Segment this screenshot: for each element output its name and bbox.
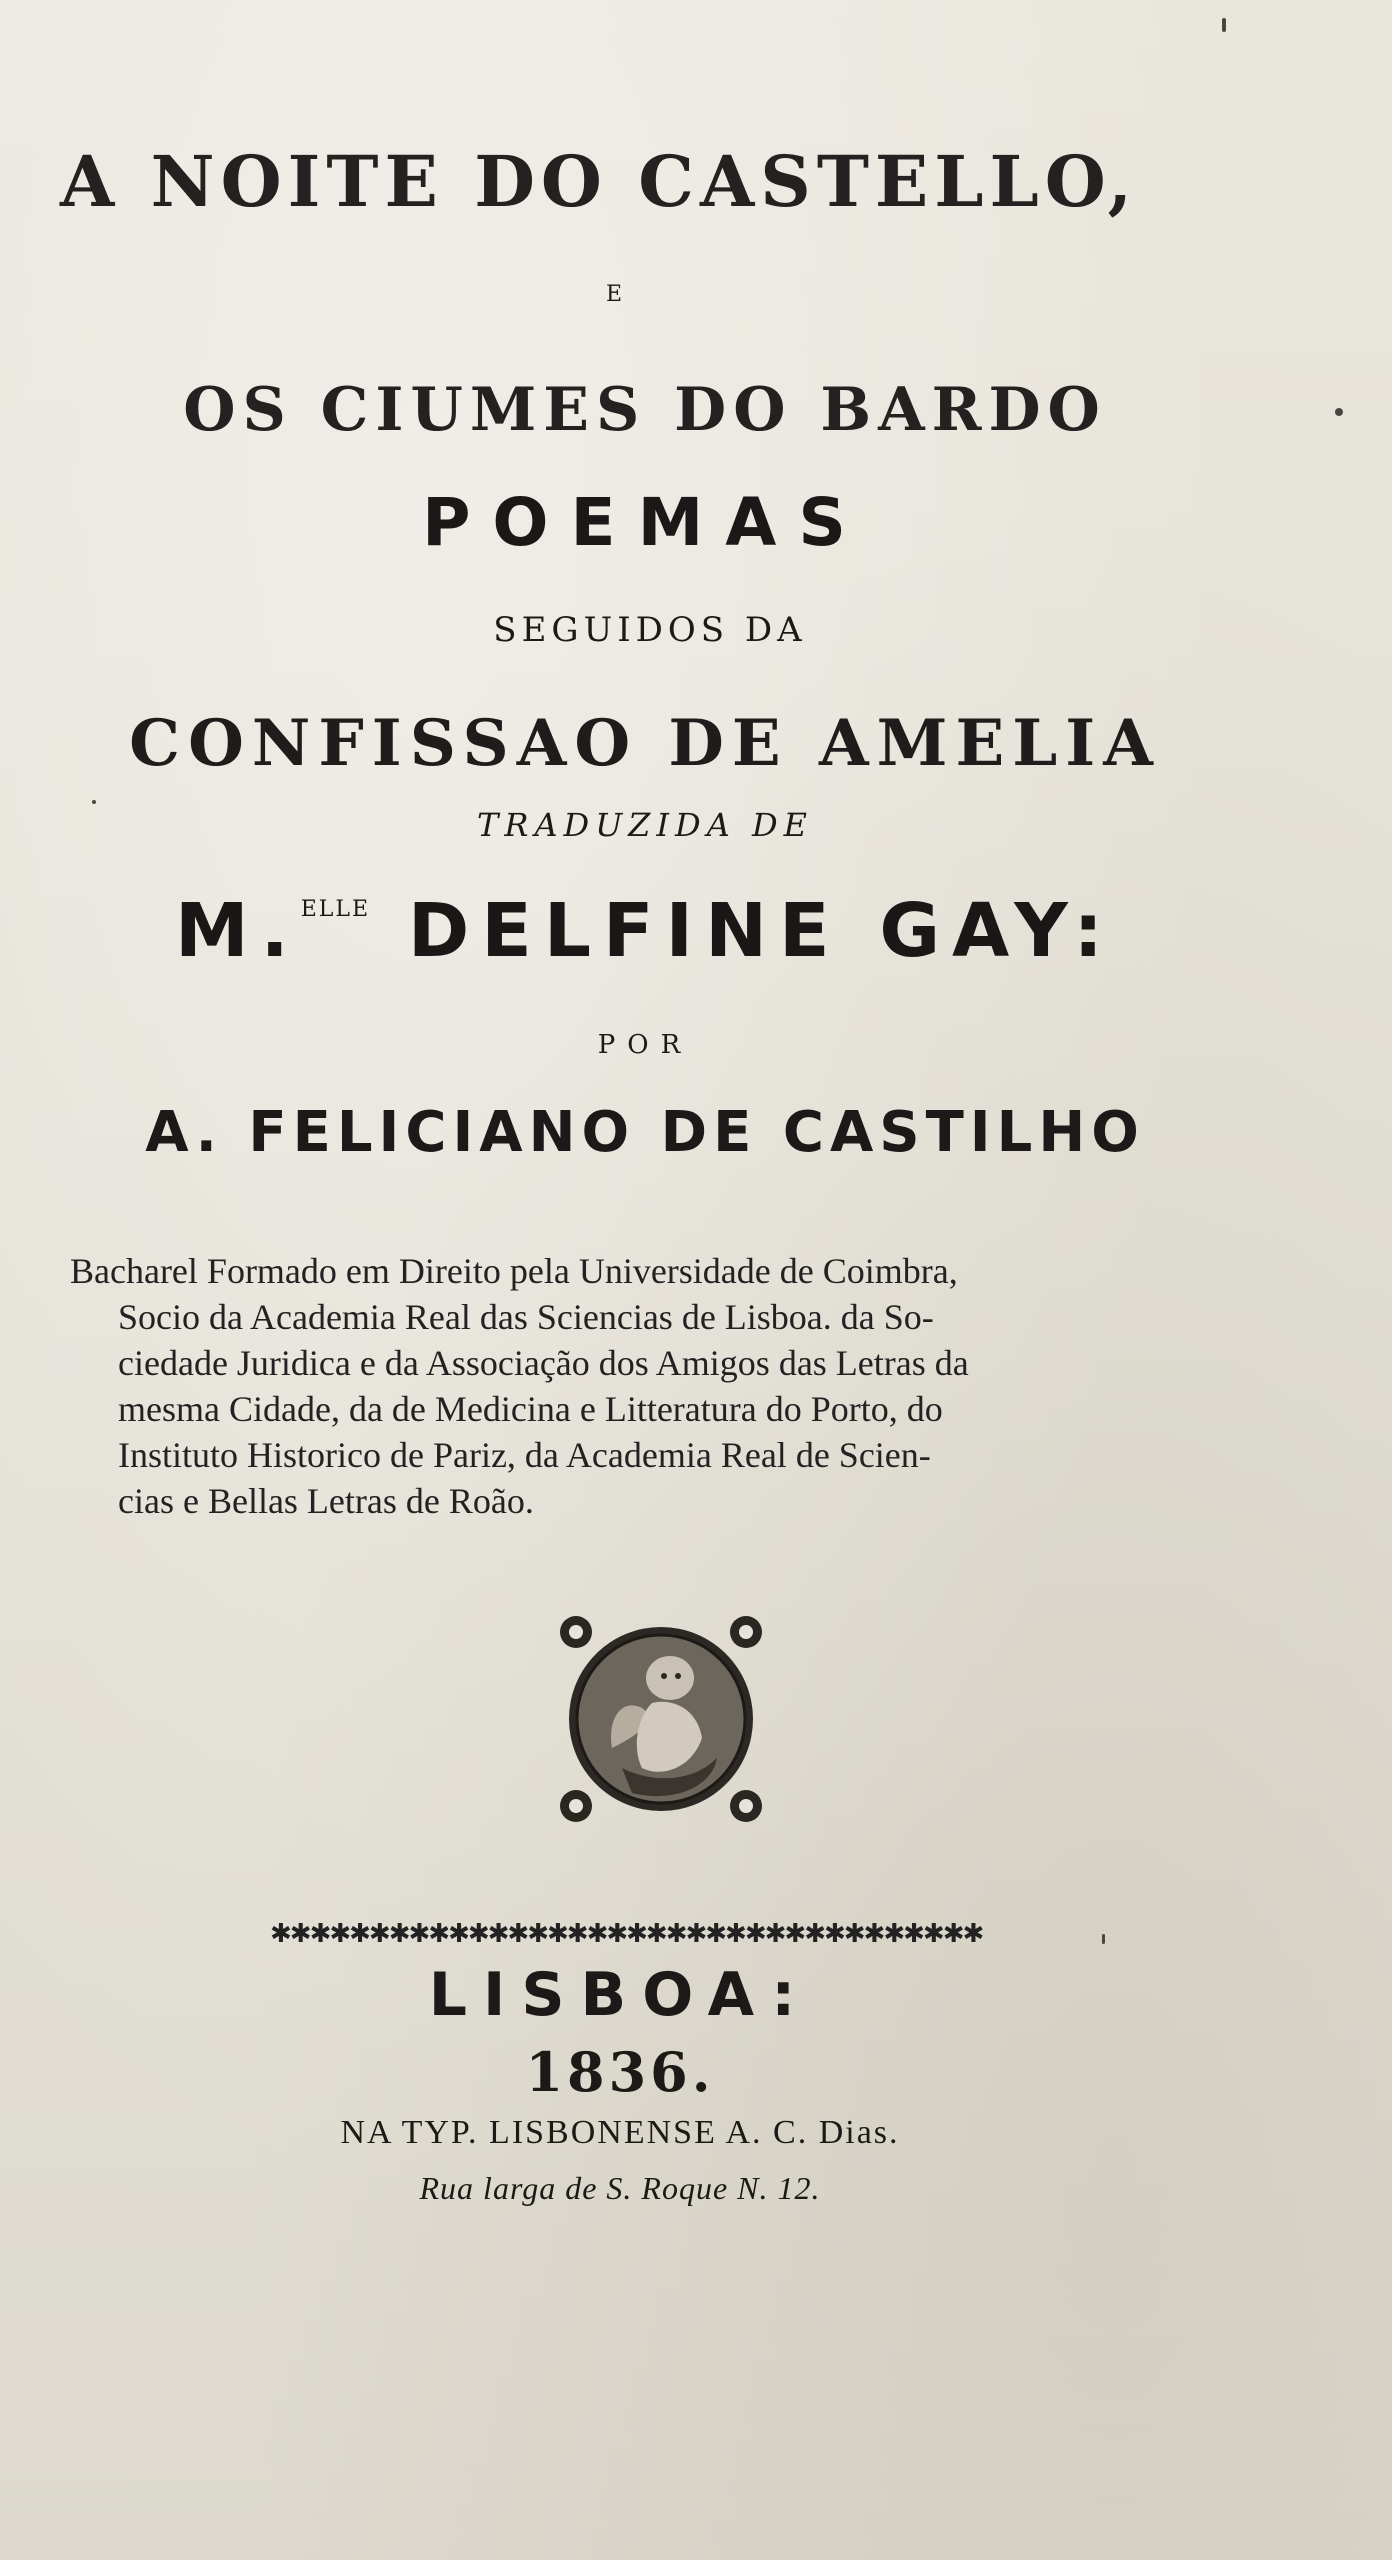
cherub-vignette-icon [552,1608,770,1830]
title-line-3: CONFISSAO DE AMELIA [129,706,1161,781]
ornamental-rule: ✱✱✱✱✱✱✱✱✱✱✱✱✱✱✱✱✱✱✱✱✱✱✱✱✱✱✱✱✱✱✱✱✱✱✱✱ [270,1920,983,1948]
translator-credentials [70,1248,1250,1524]
credentials-line: Bacharel Formado em Direito pela Universidade de Coimbra, [70,1251,958,1291]
credentials-line: Socio da Academia Real das Sciencias de Lisboa. da So- [118,1297,934,1337]
genre-heading: POEMAS [422,484,868,561]
paper-speck [1222,18,1226,32]
credentials-line: ciedade Juridica e da Associação dos Amigos das Letras da [118,1343,969,1383]
translator-name: A. FELICIANO DE CASTILHO [145,1100,1145,1165]
paper-speck [1335,408,1343,416]
translated-from-text: TRADUZIDA DE [477,806,813,844]
original-author-prefix: M. [175,888,301,974]
imprint-year: 1836. [525,2040,715,2104]
imprint-city: LISBOA: [428,1960,812,2030]
paper-speck [92,800,96,804]
original-author [0,888,1290,974]
by-text: POR [597,1030,693,1060]
imprint-printer: NA TYP. LISBONENSE A. C. Dias. [340,2114,900,2151]
title-line-1: A NOITE DO CASTELLO, [60,140,1138,223]
original-author-superscript: ELLE [300,897,371,922]
credentials-line: cias e Bellas Letras de Roão. [118,1481,534,1521]
paper-speck [1102,1934,1105,1944]
imprint-address: Rua larga de S. Roque N. 12. [419,2170,821,2206]
title-line-2: OS CIUMES DO BARDO [183,375,1107,445]
original-author-name: DELFINE GAY: [407,888,1115,974]
title-conjunction: E [605,282,625,307]
credentials-line: Instituto Historico de Pariz, da Academia Real de Scien- [118,1435,931,1475]
followed-by-text: SEGUIDOS DA [493,610,807,650]
credentials-line: mesma Cidade, da de Medicina e Litteratura do Porto, do [118,1389,943,1429]
